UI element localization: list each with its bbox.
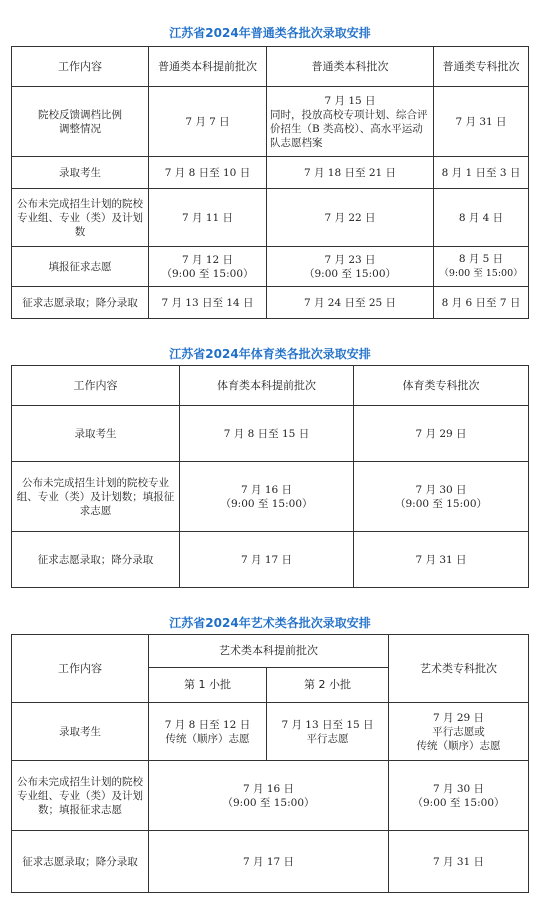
t3-r2-college-date: 7 月 30 日 <box>432 782 485 795</box>
t3-r1-college-date: 7 月 29 日 <box>432 711 485 724</box>
t1-header-college: 普通类专科批次 <box>434 47 529 87</box>
t1-r5-regular: 7 月 24 日至 25 日 <box>267 287 434 319</box>
t1-r4-regular <box>267 247 434 287</box>
t1-r3-early: 7 月 11 日 <box>149 189 267 247</box>
table3-title: 江苏省2024年艺术类各批次录取安排 <box>169 616 371 630</box>
t2-r3-college: 7 月 31 日 <box>354 532 529 588</box>
t3-header-early: 艺术类本科提前批次 <box>149 635 389 668</box>
t1-r1-regular-note: 同时，投放高校专项计划、综合评价招生（B 类高校）、高水平运动队志愿档案 <box>270 108 428 149</box>
t2-r2-early-date: 7 月 16 日 <box>240 483 293 496</box>
t3-r1-sub2-type: 平行志愿 <box>306 732 349 745</box>
t2-r3-work: 征求志愿录取；降分录取 <box>12 532 180 588</box>
t3-r3-college: 7 月 31 日 <box>389 831 529 893</box>
t2-r1-college: 7 月 29 日 <box>354 406 529 462</box>
t2-header-work: 工作内容 <box>12 366 180 406</box>
t1-header-work: 工作内容 <box>12 47 149 87</box>
t3-r2-early <box>149 761 389 831</box>
t2-r2-college-date: 7 月 30 日 <box>415 483 467 496</box>
t3-r1-sub2-date: 7 月 13 日至 15 日 <box>281 718 374 731</box>
t3-r1-sub1-type: 传统（顺序）志愿 <box>165 732 250 745</box>
t2-r1-work: 录取考生 <box>12 406 180 462</box>
t1-r4-college <box>434 247 529 287</box>
t1-r2-early: 7 月 8 日至 10 日 <box>149 157 267 189</box>
t2-r2-work: 公布未完成招生计划的院校专业组、专业（类）及计划数；填报征求志愿 <box>12 462 180 532</box>
t2-r3-early: 7 月 17 日 <box>180 532 354 588</box>
t1-r4-work: 填报征求志愿 <box>12 247 149 287</box>
t1-r4-regular-date: 7 月 23 日 <box>324 253 376 266</box>
t1-r2-college: 8 月 1 日至 3 日 <box>434 157 529 189</box>
t3-header-sub2: 第 2 小批 <box>267 668 389 703</box>
table3 <box>11 634 529 893</box>
t1-r5-college: 8 月 6 日至 7 日 <box>434 287 529 319</box>
t1-r4-early-date: 7 月 12 日 <box>181 253 234 266</box>
t3-header-college: 艺术类专科批次 <box>389 635 529 703</box>
t1-r4-early <box>149 247 267 287</box>
t2-r2-college <box>354 462 529 532</box>
t1-r4-college-date: 8 月 5 日 <box>458 253 504 265</box>
t1-r3-regular: 7 月 22 日 <box>267 189 434 247</box>
t1-r1-work-a: 院校反馈调档比例 <box>38 108 122 121</box>
table2 <box>11 365 529 588</box>
t1-r4-college-time: （9:00 至 15:00） <box>439 268 523 279</box>
t1-r5-work: 征求志愿录取；降分录取 <box>12 287 149 319</box>
t3-r2-early-date: 7 月 16 日 <box>242 782 295 795</box>
t2-r1-early: 7 月 8 日至 15 日 <box>180 406 354 462</box>
table2-title: 江苏省2024年体育类各批次录取安排 <box>169 347 371 361</box>
table1 <box>11 46 529 319</box>
t1-r4-regular-time: （9:00 至 15:00） <box>303 267 396 280</box>
t1-header-early: 普通类本科提前批次 <box>149 47 267 87</box>
t2-header-early: 体育类本科提前批次 <box>180 366 354 406</box>
t1-r2-regular: 7 月 18 日至 21 日 <box>267 157 434 189</box>
t3-r2-college <box>389 761 529 831</box>
t1-r1-early: 7 月 7 日 <box>149 87 267 157</box>
t2-r2-early <box>180 462 354 532</box>
t1-r3-work: 公布未完成招生计划的院校专业组、专业（类）及计划数 <box>12 189 149 247</box>
t1-r1-college: 7 月 31 日 <box>434 87 529 157</box>
t3-r3-early: 7 月 17 日 <box>149 831 389 893</box>
t3-r3-work: 征求志愿录取；降分录取 <box>12 831 149 893</box>
t3-header-sub1: 第 1 小批 <box>149 668 267 703</box>
t1-r1-work-b: 调整情况 <box>59 122 101 135</box>
t2-header-college: 体育类专科批次 <box>354 366 529 406</box>
t3-r2-work: 公布未完成招生计划的院校专业组、专业（类）及计划数；填报征求志愿 <box>12 761 149 831</box>
t1-header-regular: 普通类本科批次 <box>267 47 434 87</box>
t1-r5-early: 7 月 13 日至 14 日 <box>149 287 267 319</box>
t1-r1-regular <box>267 87 434 157</box>
t2-r2-college-time: （9:00 至 15:00） <box>394 497 487 510</box>
t3-r1-sub1 <box>149 703 267 761</box>
t3-r2-early-time: （9:00 至 15:00） <box>222 796 315 809</box>
t3-header-work: 工作内容 <box>12 635 149 703</box>
t3-r1-sub2 <box>267 703 389 761</box>
t3-r1-sub1-date: 7 月 8 日至 12 日 <box>164 718 251 731</box>
t2-r2-early-time: （9:00 至 15:00） <box>220 497 313 510</box>
t3-r1-college-type-b: 传统（顺序）志愿 <box>416 739 501 752</box>
t3-r1-work: 录取考生 <box>12 703 149 761</box>
t1-r1-work <box>12 87 149 157</box>
t3-r1-college-type-a: 平行志愿或 <box>432 725 485 738</box>
t1-r2-work: 录取考生 <box>12 157 149 189</box>
table1-title: 江苏省2024年普通类各批次录取安排 <box>169 26 371 40</box>
t1-r1-regular-date: 7 月 15 日 <box>324 94 376 107</box>
t3-r2-college-time: （9:00 至 15:00） <box>412 796 505 809</box>
t1-r3-college: 8 月 4 日 <box>434 189 529 247</box>
t3-r1-college <box>389 703 529 761</box>
t1-r4-early-time: （9:00 至 15:00） <box>161 267 254 280</box>
